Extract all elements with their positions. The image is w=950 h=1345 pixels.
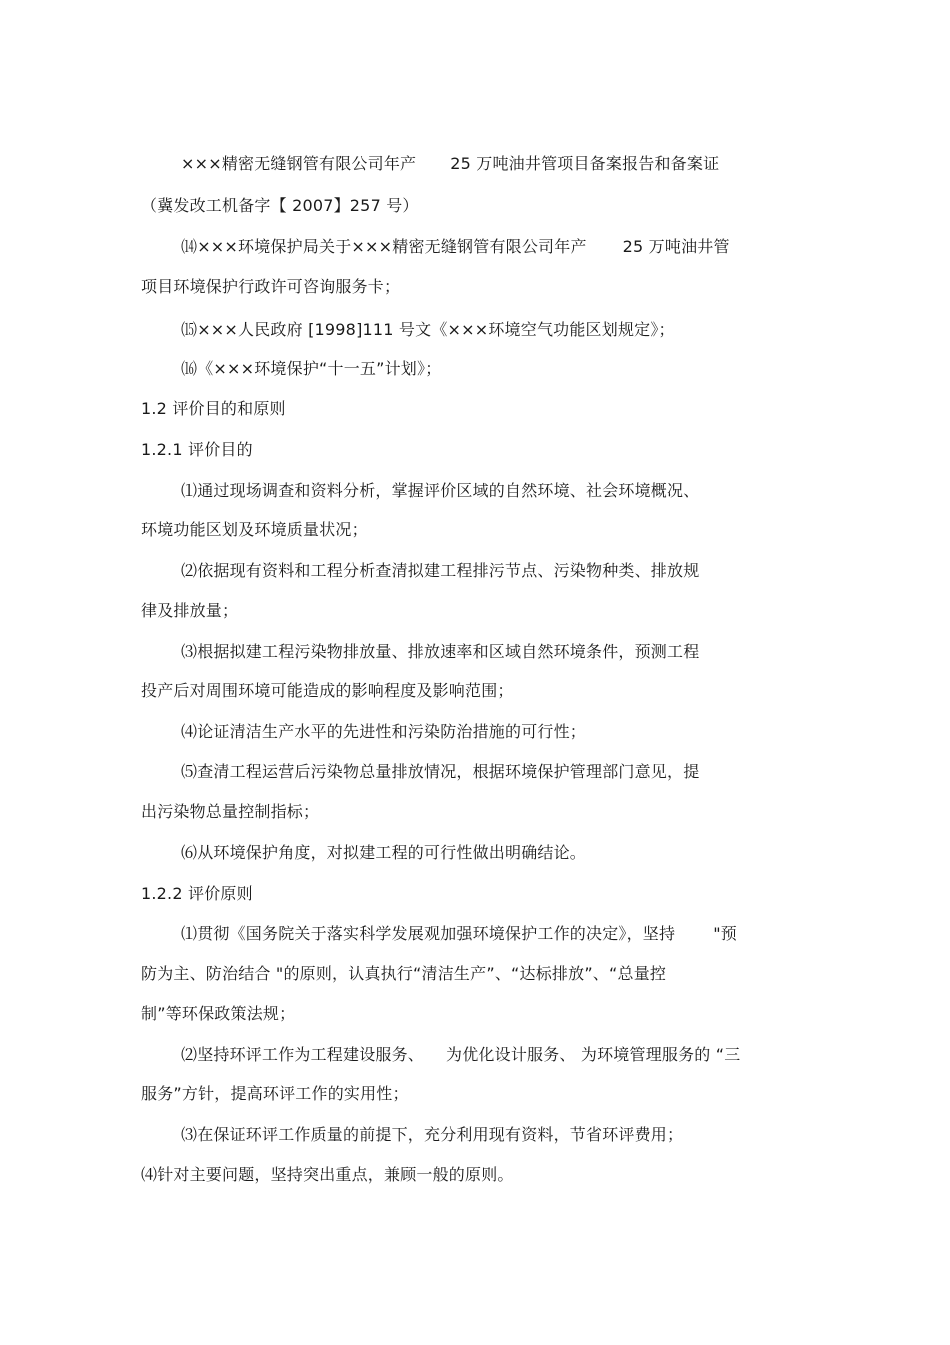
- section-heading-1-2-1: 1.2.1 评价目的: [141, 440, 253, 459]
- purpose-6-line-1: ⑹从环境保护角度，对拟建工程的可行性做出明确结论。: [181, 843, 587, 862]
- purpose-2-line-1: ⑵依据现有资料和工程分析查清拟建工程排污节点、污染物种类、排放规: [181, 561, 700, 580]
- ref-item-14-text-a: ⒁×××环境保护局关于×××精密无缝钢管有限公司年产: [181, 237, 587, 256]
- purpose-2-line-2: 律及排放量；: [141, 601, 239, 620]
- purpose-4-line-1: ⑷论证清洁生产水平的先进性和污染防治措施的可行性；: [181, 722, 587, 741]
- principle-1-text-a: ⑴贯彻《国务院关于落实科学发展观加强环境保护工作的决定》，坚持: [181, 924, 676, 943]
- ref-item-15-text: ⒂×××人民政府 [1998]111 号文《×××环境空气功能区划规定》；: [181, 320, 675, 339]
- principle-4-line-1: ⑷针对主要问题，坚持突出重点，兼顾一般的原则。: [141, 1165, 514, 1184]
- principle-3-line-1: ⑶在保证环评工作质量的前提下，充分利用现有资料，节省环评费用；: [181, 1125, 684, 1144]
- principle-1-line-3: 制”等环保政策法规；: [141, 1004, 296, 1023]
- principle-1-text-b: "预: [713, 924, 737, 943]
- purpose-5-line-2: 出污染物总量控制指标；: [141, 802, 320, 821]
- ref-item-14-text-b: 25 万吨油井管: [622, 237, 730, 256]
- ref-item-13-text-c: （冀发改工机备字【 2007】257 号）: [141, 196, 419, 215]
- principle-2-line-1: [181, 1044, 740, 1066]
- principle-2-text-a: ⑵坚持环评工作为工程建设服务、: [181, 1045, 425, 1064]
- ref-item-13-line-1: [181, 153, 719, 175]
- ref-item-15-line-1: [181, 319, 675, 341]
- section-heading-1-2: 1.2 评价目的和原则: [141, 399, 286, 418]
- principle-2-line-2: 服务”方针，提高环评工作的实用性；: [141, 1084, 409, 1103]
- ref-item-14-line-1: [181, 236, 730, 258]
- purpose-1-line-2: 环境功能区划及环境质量状况；: [141, 520, 368, 539]
- principle-1-line-1: [181, 923, 737, 945]
- purpose-3-line-1: ⑶根据拟建工程污染物排放量、排放速率和区域自然环境条件，预测工程: [181, 642, 700, 661]
- ref-item-14-line-2: [141, 276, 400, 298]
- purpose-1-line-1: ⑴通过现场调查和资料分析，掌握评价区域的自然环境、社会环境概况、: [181, 481, 700, 500]
- ref-item-14-text-c: 项目环境保护行政许可咨询服务卡；: [141, 277, 401, 296]
- ref-item-16-text: ⒃《×××环境保护“十一五”计划》；: [181, 359, 442, 378]
- principle-1-line-2: 防为主、防治结合 "的原则，认真执行“清洁生产”、“达标排放”、“总量控: [141, 964, 667, 983]
- ref-item-13-text-b: 25 万吨油井管项目备案报告和备案证: [450, 154, 720, 173]
- principle-2-text-b: 为优化设计服务、 为环境管理服务的 “三: [446, 1045, 741, 1064]
- ref-item-16-line-1: [181, 358, 441, 380]
- purpose-5-line-1: ⑸查清工程运营后污染物总量排放情况，根据环境保护管理部门意见，提: [181, 762, 700, 781]
- ref-item-13-line-2: [141, 195, 419, 217]
- section-heading-1-2-2: 1.2.2 评价原则: [141, 884, 253, 903]
- ref-item-13-text-a: ×××精密无缝钢管有限公司年产: [181, 154, 417, 173]
- purpose-3-line-2: 投产后对周围环境可能造成的影响程度及影响范围；: [141, 681, 514, 700]
